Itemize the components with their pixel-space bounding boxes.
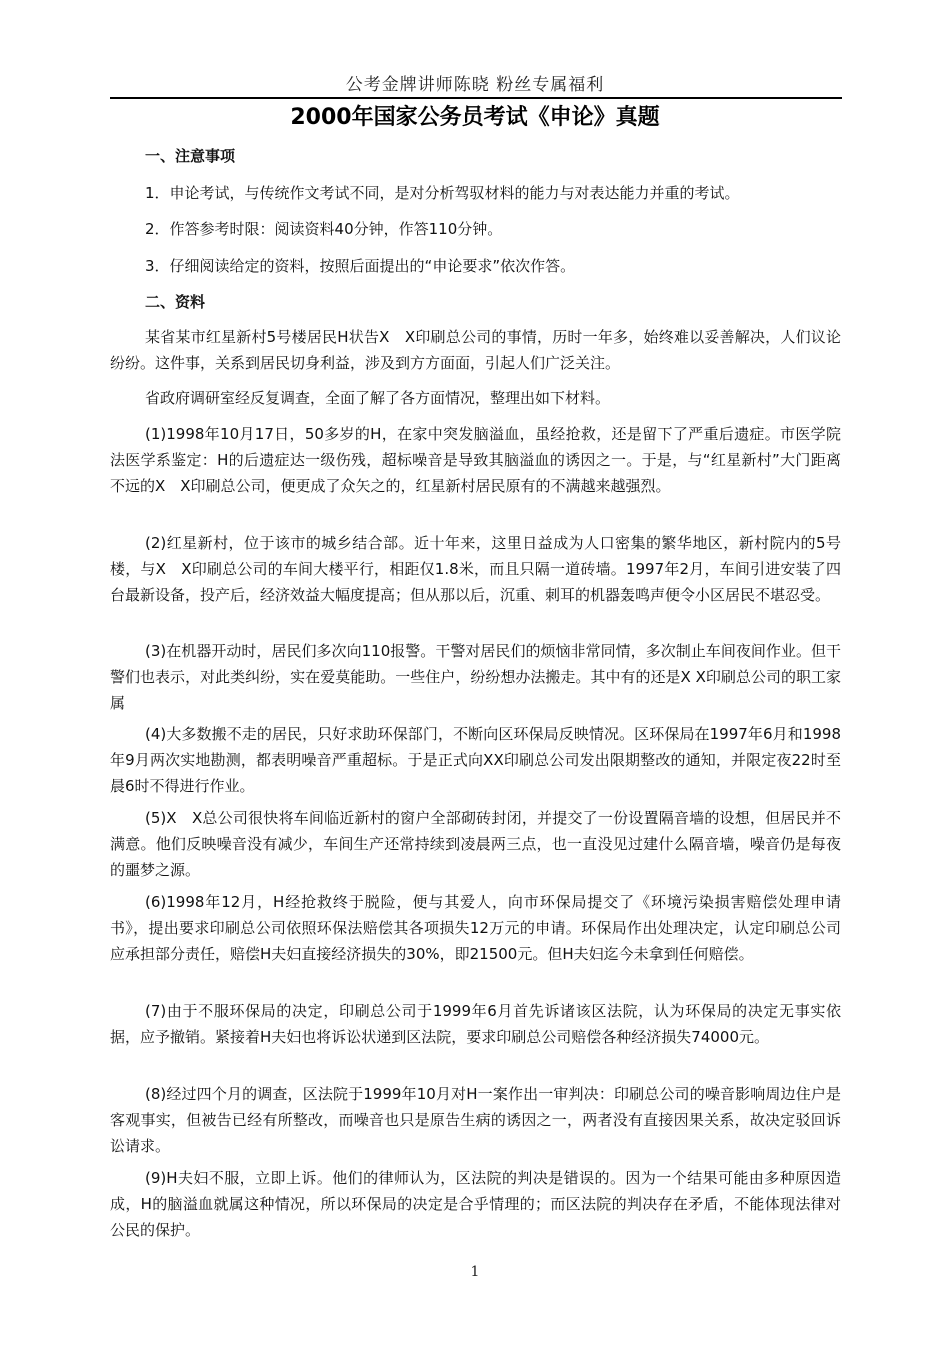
page-title: 2000年国家公务员考试《申论》真题 [290,105,660,130]
paragraph: (2)红星新村，位于该市的城乡结合部。近十年来，这里日益成为人口密集的繁华地区，新村院内的5号楼，与X X印刷总公司的车间大楼平行，相距仅1.8米，而且只隔一道砖墙。1997年2月，车间引进安装了四台最新设备，投产后，经济效益大幅度提高；但从那以后，沉重、刺耳的机器轰鸣声便令小区居民不堪忍受。 [110,534,841,604]
paragraph: 某省某市红星新村5号楼居民H状告X X印刷总公司的事情，历时一年多，始终难以妥善解决，人们议论纷纷。这件事，关系到居民切身利益，涉及到方方面面，引起人们广泛关注。 [110,328,841,372]
paragraph: (6)1998年12月，H经抢救终于脱险，便与其爱人，向市环保局提交了《环境污染损害赔偿处理申请书》，提出要求印刷总公司依照环保法赔偿其各项损失12万元的申请。环保局作出处理决定，认定印刷总公司应承担部分责任，赔偿H夫妇直接经济损失的30%，即21500元。但H夫妇迄今未拿到任何赔偿。 [110,893,841,963]
paragraph: (8)经过四个月的调查，区法院于1999年10月对H一案作出一审判决：印刷总公司的噪音影响周边住户是客观事实，但被告已经有所整改，而噪音也只是原告生病的诱因之一，两者没有直接因果关系，故决定驳回诉讼请求。 [110,1085,841,1155]
page-number: 1 [470,1264,480,1280]
paragraph: (3)在机器开动时，居民们多次向110报警。干警对居民们的烦恼非常同情，多次制止车间夜间作业。但干警们也表示，对此类纠纷，实在爱莫能助。一些住户，纷纷想办法搬走。其中有的还是X X印刷总公司的职工家属 [110,642,841,712]
paragraph: (9)H夫妇不服，立即上诉。他们的律师认为，区法院的判决是错误的。因为一个结果可能由多种原因造成，H的脑溢血就属这种情况，所以环保局的决定是合乎情理的；而区法院的判决存在矛盾，不能体现法律对公民的保护。 [110,1169,841,1239]
paragraph: (4)大多数搬不走的居民，只好求助环保部门，不断向区环保局反映情况。区环保局在1997年6月和1998年9月两次实地勘测，都表明噪音严重超标。于是正式向XX印刷总公司发出限期整改的通知，并限定夜22时至晨6时不得进行作业。 [110,725,841,795]
note-item: 3．仔细阅读给定的资料，按照后面提出的“申论要求”依次作答。 [145,257,576,275]
paragraph: (1)1998年10月17日，50多岁的H，在家中突发脑溢血，虽经抢救，还是留下了严重后遗症。市医学院法医学系鉴定：H的后遗症达一级伤残，超标噪音是导致其脑溢血的诱因之一。于是，与“红星新村”大门距离不远的X X印刷总公司，便更成了众矢之的，红星新村居民原有的不满越来越强烈。 [110,425,841,495]
note-item: 1．申论考试，与传统作文考试不同，是对分析驾驭材料的能力与对表达能力并重的考试。 [145,184,740,202]
section-heading-notes: 一、注意事项 [145,147,236,165]
running-header: 公考金牌讲师陈晓 粉丝专属福利 [345,75,605,95]
note-item: 2．作答参考时限：阅读资料40分钟，作答110分钟。 [145,220,503,238]
section-heading-materials: 二、资料 [145,293,206,311]
paragraph: (7)由于不服环保局的决定，印刷总公司于1999年6月首先诉诸该区法院，认为环保局的决定无事实依据，应予撤销。紧接着H夫妇也将诉讼状递到区法院，要求印刷总公司赔偿各种经济损失74000元。 [110,1002,841,1046]
paragraph: 省政府调研室经反复调查，全面了解了各方面情况，整理出如下材料。 [145,389,611,407]
paragraph: (5)X X总公司很快将车间临近新村的窗户全部砌砖封闭，并提交了一份设置隔音墙的设想，但居民并不满意。他们反映噪音没有减少，车间生产还常持续到凌晨两三点，也一直没见过建什么隔音墙，噪音仍是每夜的噩梦之源。 [110,809,841,879]
header-rule [110,97,842,99]
